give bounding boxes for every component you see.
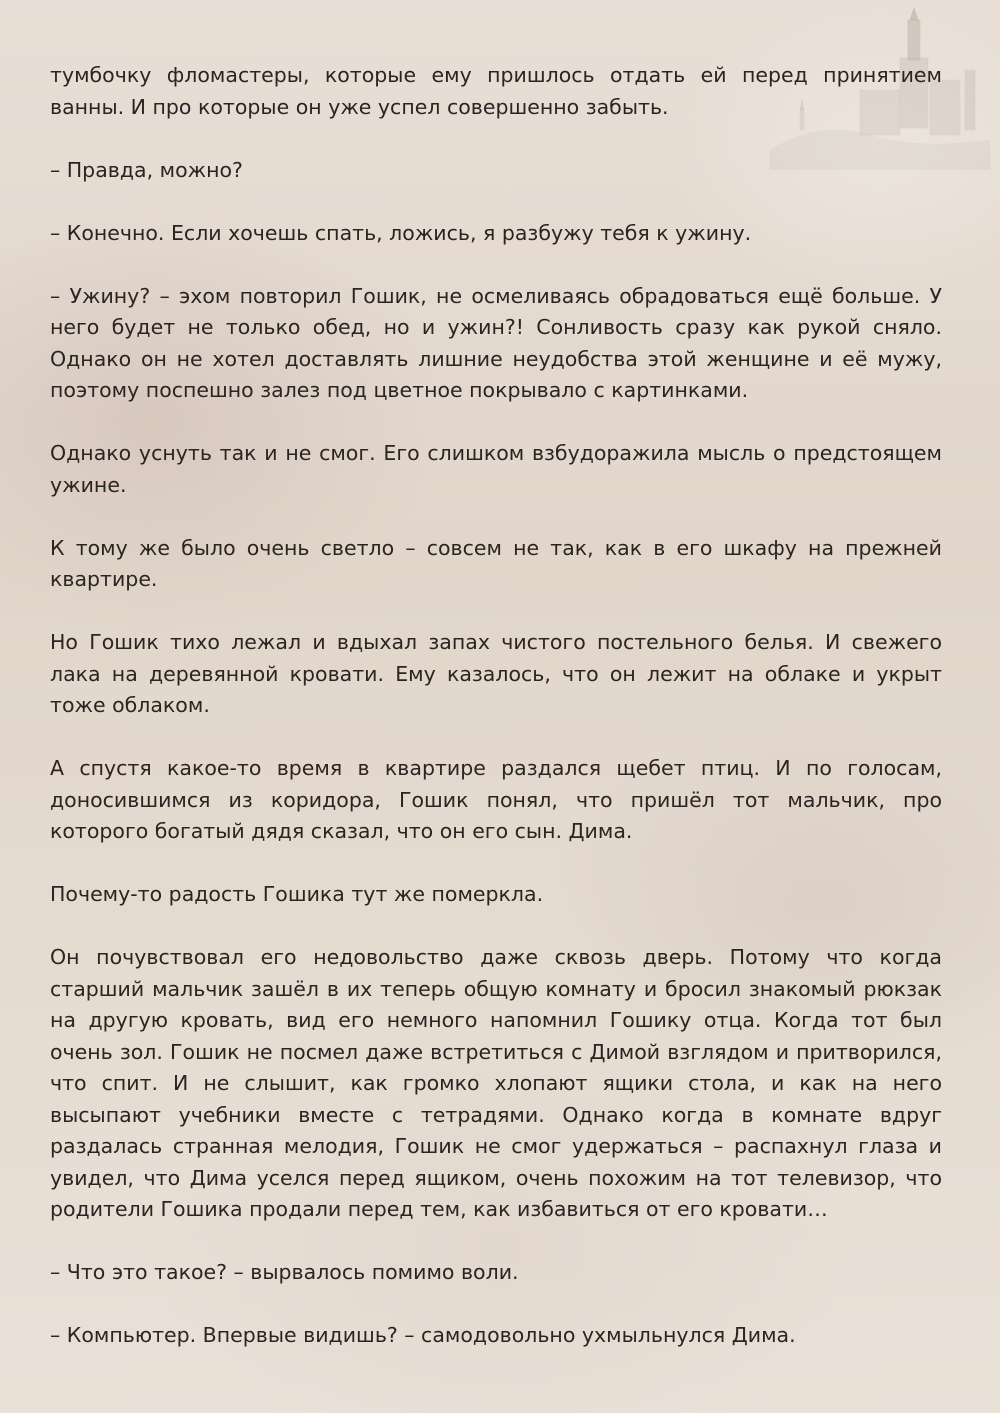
paragraph: Однако уснуть так и не смог. Его слишком взбудоражила мысль о предстоящем ужине.	[50, 441, 942, 497]
paragraph: А спустя какое-то время в квартире раздался щебет птиц. И по голосам, доносившимся из коридора, Гошик понял, что пришёл тот мальчик, про которого богатый дядя сказал, что он его сын. Дима.	[50, 756, 942, 843]
paragraph: – Ужину? – эхом повторил Гошик, не осмеливаясь обрадоваться ещё больше. У него будет не только обед, но и ужин?! Сонливость сразу как рукой сняло. Однако он не хотел доставлять лишние неудобства этой женщине и её мужу, поэтому поспешно залез под цветное покрывало с картинками.	[50, 283, 942, 402]
paragraph: – Что это такое? – вырвалось помимо воли.	[50, 1260, 519, 1284]
paragraph: Он почувствовал его недовольство даже сквозь дверь. Потому что когда старший мальчик зашёл в их теперь общую комнату и бросил знакомый рюкзак на другую кровать, вид его немного напомнил Гошику отца. Когда тот был очень зол. Гошик не посмел даже встретиться с Димой взглядом и притворился, что спит. И не слышит, как громко хлопают ящики стола, и как на него высыпают учебники вместе с тетрадями. Однако когда в комнате вдруг раздалась странная мелодия, Гошик не смог удержаться – распахнул глаза и увидел, что Дима уселся перед ящиком, очень похожим на тот телевизор, что родители Гошика продали перед тем, как избавиться от его кровати…	[50, 945, 942, 1221]
paragraph: – Правда, можно?	[50, 157, 243, 182]
paragraph: К тому же было очень светло – совсем не так, как в его шкафу на прежней квартире.	[50, 535, 942, 591]
story-text	[50, 60, 942, 1352]
paragraph: тумбочку фломастеры, которые ему пришлось отдать ей перед принятием ванны. И про которые он уже успел совершенно забыть.	[50, 63, 942, 119]
paragraph: – Компьютер. Впервые видишь? – самодовольно ухмыльнулся Дима.	[50, 1323, 796, 1347]
paragraph: Но Гошик тихо лежал и вдыхал запах чистого постельного белья. И свежего лака на деревянной кровати. Ему казалось, что он лежит на облаке и укрыт тоже облаком.	[50, 630, 942, 717]
paragraph: Почему-то радость Гошика тут же померкла.	[50, 882, 544, 906]
paragraph: – Конечно. Если хочешь спать, ложись, я разбужу тебя к ужину.	[50, 220, 752, 245]
